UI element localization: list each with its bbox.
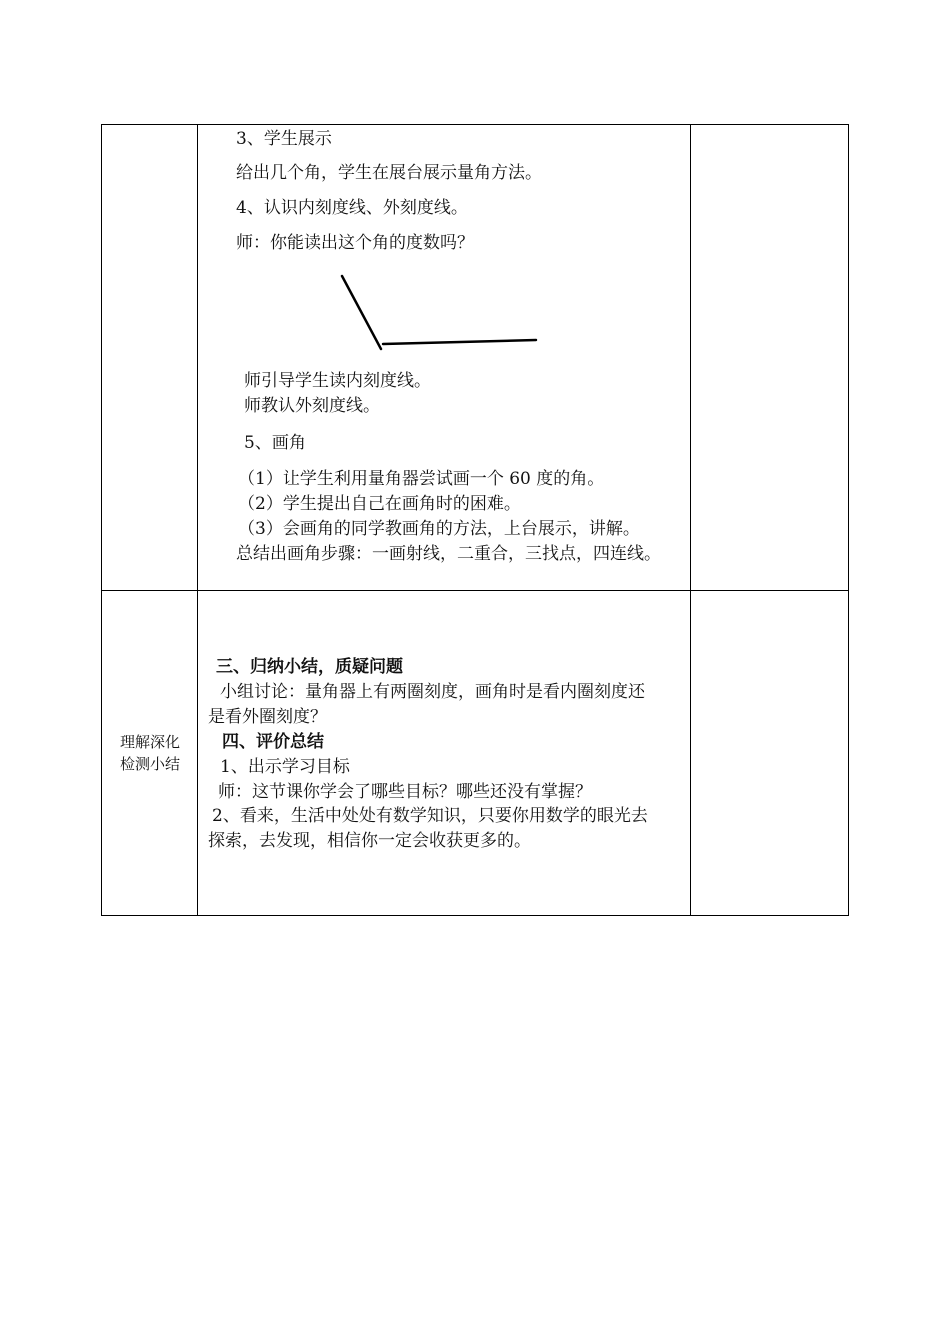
step5-item1: （1）让学生利用量角器尝试画一个 60 度的角。	[238, 469, 605, 489]
stage-label	[102, 731, 198, 775]
evaluation-item2-line2: 探索，去发现，相信你一定会收获更多的。	[208, 831, 531, 851]
drawing-steps-summary: 总结出画角步骤：一画射线，二重合，三找点，四连线。	[236, 544, 661, 564]
angle-ray-horizontal	[383, 340, 536, 344]
evaluation-item1: 1、出示学习目标	[220, 757, 350, 777]
table-border-bottom	[101, 915, 849, 916]
angle-ray-slanted	[342, 276, 381, 349]
table-border-left	[101, 124, 102, 916]
step3-detail: 给出几个角，学生在展台展示量角方法。	[236, 163, 542, 183]
column-divider-1	[197, 124, 198, 916]
table-border-right	[848, 124, 849, 916]
summary-heading: 三、归纳小结，质疑问题	[216, 657, 403, 677]
step4-heading: 4、认识内刻度线、外刻度线。	[236, 198, 468, 218]
step5-item3: （3）会画角的同学教画角的方法，上台展示，讲解。	[238, 519, 640, 539]
step5-item2: （2）学生提出自己在画角时的困难。	[238, 494, 521, 514]
discussion-line2: 是看外圈刻度？	[208, 707, 327, 727]
teach-outer-scale: 师教认外刻度线。	[244, 396, 380, 416]
evaluation-item2-line1: 2、看来，生活中处处有数学知识，只要你用数学的眼光去	[212, 806, 648, 826]
table-border-top	[101, 124, 849, 125]
guide-inner-scale: 师引导学生读内刻度线。	[244, 371, 431, 391]
step5-heading: 5、画角	[244, 433, 306, 453]
step3-heading: 3、学生展示	[236, 129, 332, 149]
evaluation-heading: 四、评价总结	[222, 732, 324, 752]
column-divider-2	[690, 124, 691, 916]
discussion-line1: 小组讨论：量角器上有两圈刻度，画角时是看内圈刻度还	[220, 682, 645, 702]
teacher-question: 师：你能读出这个角的度数吗？	[236, 233, 474, 253]
teacher-goals-question: 师：这节课你学会了哪些目标？哪些还没有掌握？	[218, 782, 592, 802]
stage-label-line1: 理解深化	[119, 733, 180, 751]
angle-diagram	[330, 270, 550, 360]
row-divider	[101, 590, 849, 591]
stage-label-line2: 检测小结	[119, 755, 180, 773]
